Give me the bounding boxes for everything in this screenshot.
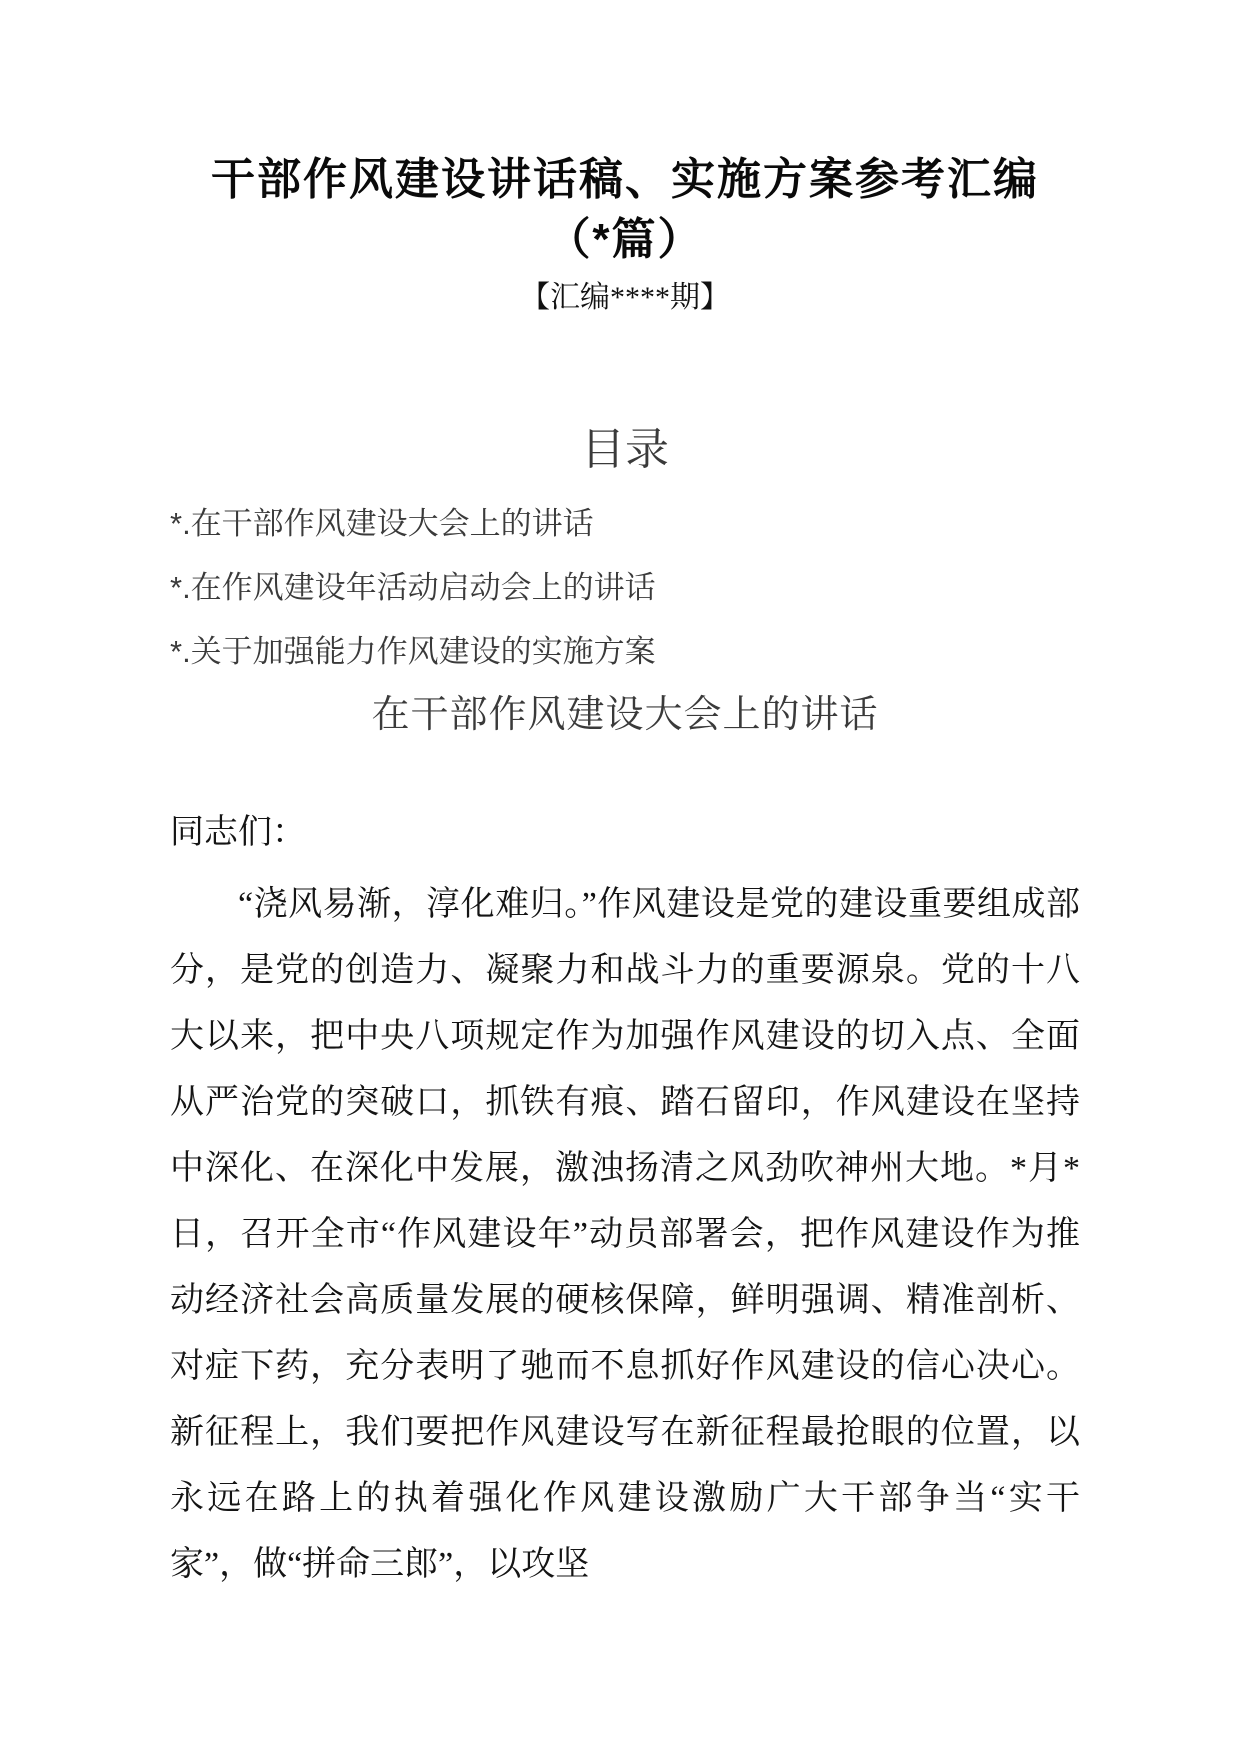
toc-item-2: *.在作风建设年活动启动会上的讲话 <box>170 570 656 605</box>
toc-item-1: *.在干部作风建设大会上的讲话 <box>170 506 594 541</box>
document-title-line-2: （*篇） <box>546 215 704 264</box>
document-title <box>170 0 1080 270</box>
toc-list <box>170 492 1080 684</box>
document-title-line-1: 干部作风建设讲话稿、实施方案参考汇编 <box>211 155 1039 204</box>
article-paragraph: “浇风易渐，淳化难归。”作风建设是党的建设重要组成部分，是党的创造力、凝聚力和战斗力的重要源泉。党的十八大以来，把中央八项规定作为加强作风建设的切入点、全面从严治党的突破口，抓铁有痕、踏石留印，作风建设在坚持中深化、在深化中发展，激浊扬清之风劲吹神州大地。*月*日，召开全市“作风建设年”动员部署会，把作风建设作为推动经济社会高质量发展的硬核保障，鲜明强调、精准剖析、对症下药，充分表明了驰而不息抓好作风建设的信心决心。新征程上，我们要把作风建设写在新征程最抢眼的位置，以永远在路上的执着强化作风建设激励广大干部争当“实干家”，做“拼命三郎”，以攻坚 <box>170 886 1080 1583</box>
article-heading: 在干部作风建设大会上的讲话 <box>371 694 879 736</box>
article-salutation: 同志们： <box>170 814 306 851</box>
toc-item-3: *.关于加强能力作风建设的实施方案 <box>170 634 656 669</box>
toc-heading: 目录 <box>581 425 669 474</box>
document-subtitle: 【汇编****期】 <box>520 281 730 314</box>
